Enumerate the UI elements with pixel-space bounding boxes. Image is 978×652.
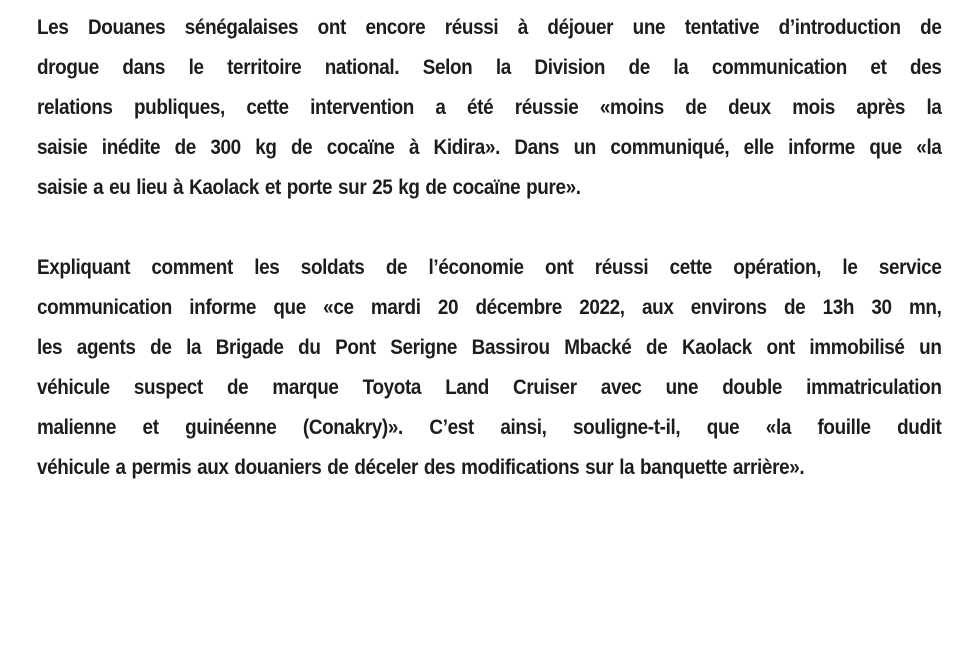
paragraph-1-line: Les Douanes sénégalaises ont encore réussi à déjouer une tentative d’introduction de: [37, 16, 942, 39]
paragraph-gap: [37, 208, 852, 248]
paragraph-1-line: drogue dans le territoire national. Selon la Division de la communication et des: [37, 56, 942, 79]
paragraph-2-line: communication informe que «ce mardi 20 décembre 2022, aux environs de 13h 30 mn,: [37, 296, 942, 319]
paragraph-1-line: relations publiques, cette intervention a été réussie «moins de deux mois après la: [37, 96, 942, 119]
paragraph-1-line: saisie a eu lieu à Kaolack et porte sur 25 kg de cocaïne pure».: [37, 176, 581, 199]
paragraph-2-line: Expliquant comment les soldats de l’économie ont réussi cette opération, le service: [37, 256, 942, 279]
paragraph-2: [37, 248, 942, 488]
paragraph-1: [37, 8, 942, 208]
paragraph-2-line: véhicule a permis aux douaniers de déceler des modifications sur la banquette arrière».: [37, 456, 805, 479]
paragraph-2-line: véhicule suspect de marque Toyota Land Cruiser avec une double immatriculation: [37, 376, 942, 399]
article-body: [37, 8, 942, 488]
paragraph-2-line: malienne et guinéenne (Conakry)». C’est ainsi, souligne-t-il, que «la fouille dudit: [37, 416, 942, 439]
paragraph-1-line: saisie inédite de 300 kg de cocaïne à Kidira». Dans un communiqué, elle informe que «la: [37, 136, 942, 159]
paragraph-2-line: les agents de la Brigade du Pont Serigne Bassirou Mbacké de Kaolack ont immobilisé un: [37, 336, 942, 359]
